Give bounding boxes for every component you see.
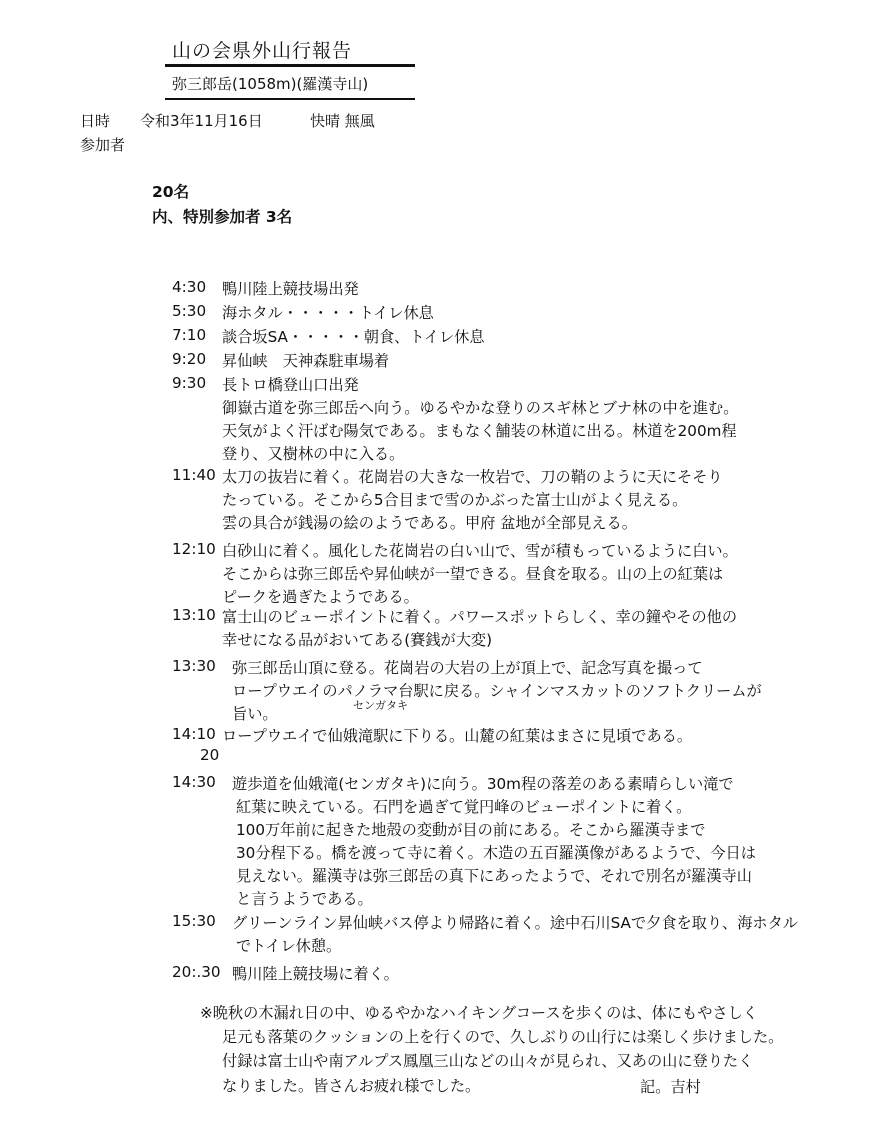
schedule-time: 14:10 xyxy=(172,725,216,743)
schedule-text-line: ロープウエイのパノラマ台駅に戻る。シャインマスカットのソフトクリームが xyxy=(232,682,762,700)
schedule-time: 11:40 xyxy=(172,466,216,484)
schedule-time: 9:30 xyxy=(172,374,207,392)
participants-total: 20名 xyxy=(152,183,190,201)
schedule-text-line: たっている。そこから5合目まで雪のかぶった富士山がよく見える。 xyxy=(222,491,688,509)
closing-line: 足元も落葉のクッションの上を行くので、久しぶりの山行には楽しく歩けました。 xyxy=(222,1028,784,1046)
report-title: 山の会県外山行報告 xyxy=(172,40,353,62)
schedule-text-line: 談合坂SA・・・・・朝食、トイレ休息 xyxy=(222,328,485,346)
title-rule-bottom xyxy=(165,98,415,100)
weather-value: 快晴 無風 xyxy=(310,112,375,130)
date-value: 令和3年11月16日 xyxy=(140,112,263,130)
schedule-text-line: 遊歩道を仙娥滝(センガタキ)に向う。30m程の落差のある素晴らしい滝で xyxy=(232,775,734,793)
report-subtitle: 弥三郎岳(1058m)(羅漢寺山) xyxy=(172,75,369,93)
schedule-text-line: でトイレ休憩。 xyxy=(236,937,342,955)
schedule-text-line: 鴨川陸上競技場に着く。 xyxy=(232,965,399,983)
schedule-time: 9:20 xyxy=(172,350,207,368)
schedule-text-line: 紅葉に映えている。石門を過ぎて覚円峰のビューポイントに着く。 xyxy=(236,798,692,816)
schedule-text-line: 御嶽古道を弥三郎岳へ向う。ゆるやかな登りのスギ林とブナ林の中を進む。 xyxy=(222,399,739,417)
schedule-time: 5:30 xyxy=(172,302,207,320)
schedule-text-line: と言うようである。 xyxy=(236,890,373,908)
schedule-text-line: ピークを過ぎたようである。 xyxy=(222,588,419,606)
closing-line: ※晩秋の木漏れ日の中、ゆるやかなハイキングコースを歩くのは、体にもやさしく xyxy=(200,1004,758,1022)
extra-twenty-annotation: 20 xyxy=(200,746,220,764)
furigana-annotation: センガタキ xyxy=(353,699,408,712)
schedule-text-line: 富士山のビューポイントに着く。パワースポットらしく、幸の鐘やその他の xyxy=(222,608,738,626)
participants-special: 内、特別参加者 3名 xyxy=(152,208,293,226)
signature: 記。吉村 xyxy=(640,1078,701,1096)
schedule-time: 12:10 xyxy=(172,540,216,558)
schedule-time: 13:30 xyxy=(172,657,216,675)
schedule-time: 14:30 xyxy=(172,773,216,791)
schedule-time: 7:10 xyxy=(172,326,207,344)
schedule-time: 20:.30 xyxy=(172,963,221,981)
title-rule-top xyxy=(165,64,415,67)
date-label: 日時 xyxy=(80,112,111,130)
closing-line: 付録は富士山や南アルプス鳳凰三山などの山々が見られ、又あの山に登りたく xyxy=(222,1052,754,1070)
schedule-text-line: 太刀の抜岩に着く。花崗岩の大きな一枚岩で、刀の鞘のように天にそそり xyxy=(222,468,723,486)
schedule-text-line: 弥三郎岳山頂に登る。花崗岩の大岩の上が頂上で、記念写真を撮って xyxy=(232,659,703,677)
schedule-text-line: ロープウエイで仙娥滝駅に下りる。山麓の紅葉はまさに見頃である。 xyxy=(222,727,693,745)
schedule-time: 13:10 xyxy=(172,606,216,624)
schedule-text-line: 幸せになる品がおいてある(賽銭が大変) xyxy=(222,631,493,649)
schedule-text-line: 見えない。羅漢寺は弥三郎岳の真下にあったようで、それで別名が羅漢寺山 xyxy=(236,867,752,885)
closing-line: なりました。皆さんお疲れ様でした。 xyxy=(222,1077,481,1095)
schedule-time: 4:30 xyxy=(172,278,207,296)
schedule-text-line: 旨い。 xyxy=(232,705,278,723)
schedule-text-line: 登り、又樹林の中に入る。 xyxy=(222,445,405,463)
schedule-text-line: 天気がよく汗ばむ陽気である。まもなく舗装の林道に出る。林道を200m程 xyxy=(222,422,737,440)
schedule-time: 15:30 xyxy=(172,912,216,930)
schedule-text-line: 100万年前に起きた地殻の変動が目の前にある。そこから羅漢寺まで xyxy=(236,821,706,839)
schedule-text-line: グリーンライン昇仙峡バス停より帰路に着く。途中石川SAで夕食を取り、海ホタル xyxy=(232,914,798,932)
schedule-text-line: 海ホタル・・・・・トイレ休息 xyxy=(222,304,434,322)
schedule-text-line: そこからは弥三郎岳や昇仙峡が一望できる。昼食を取る。山の上の紅葉は xyxy=(222,565,724,583)
schedule-text-line: 長トロ橋登山口出発 xyxy=(222,376,359,394)
participants-label: 参加者 xyxy=(80,136,126,154)
schedule-text-line: 鴨川陸上競技場出発 xyxy=(222,280,359,298)
schedule-text-line: 白砂山に着く。風化した花崗岩の白い山で、雪が積もっているように白い。 xyxy=(222,542,738,560)
schedule-text-line: 30分程下る。橋を渡って寺に着く。木造の五百羅漢像があるようで、今日は xyxy=(236,844,756,862)
schedule-text-line: 雲の具合が銭湯の絵のようである。甲府 盆地が全部見える。 xyxy=(222,514,637,532)
schedule-text-line: 昇仙峡 天神森駐車場着 xyxy=(222,352,390,370)
